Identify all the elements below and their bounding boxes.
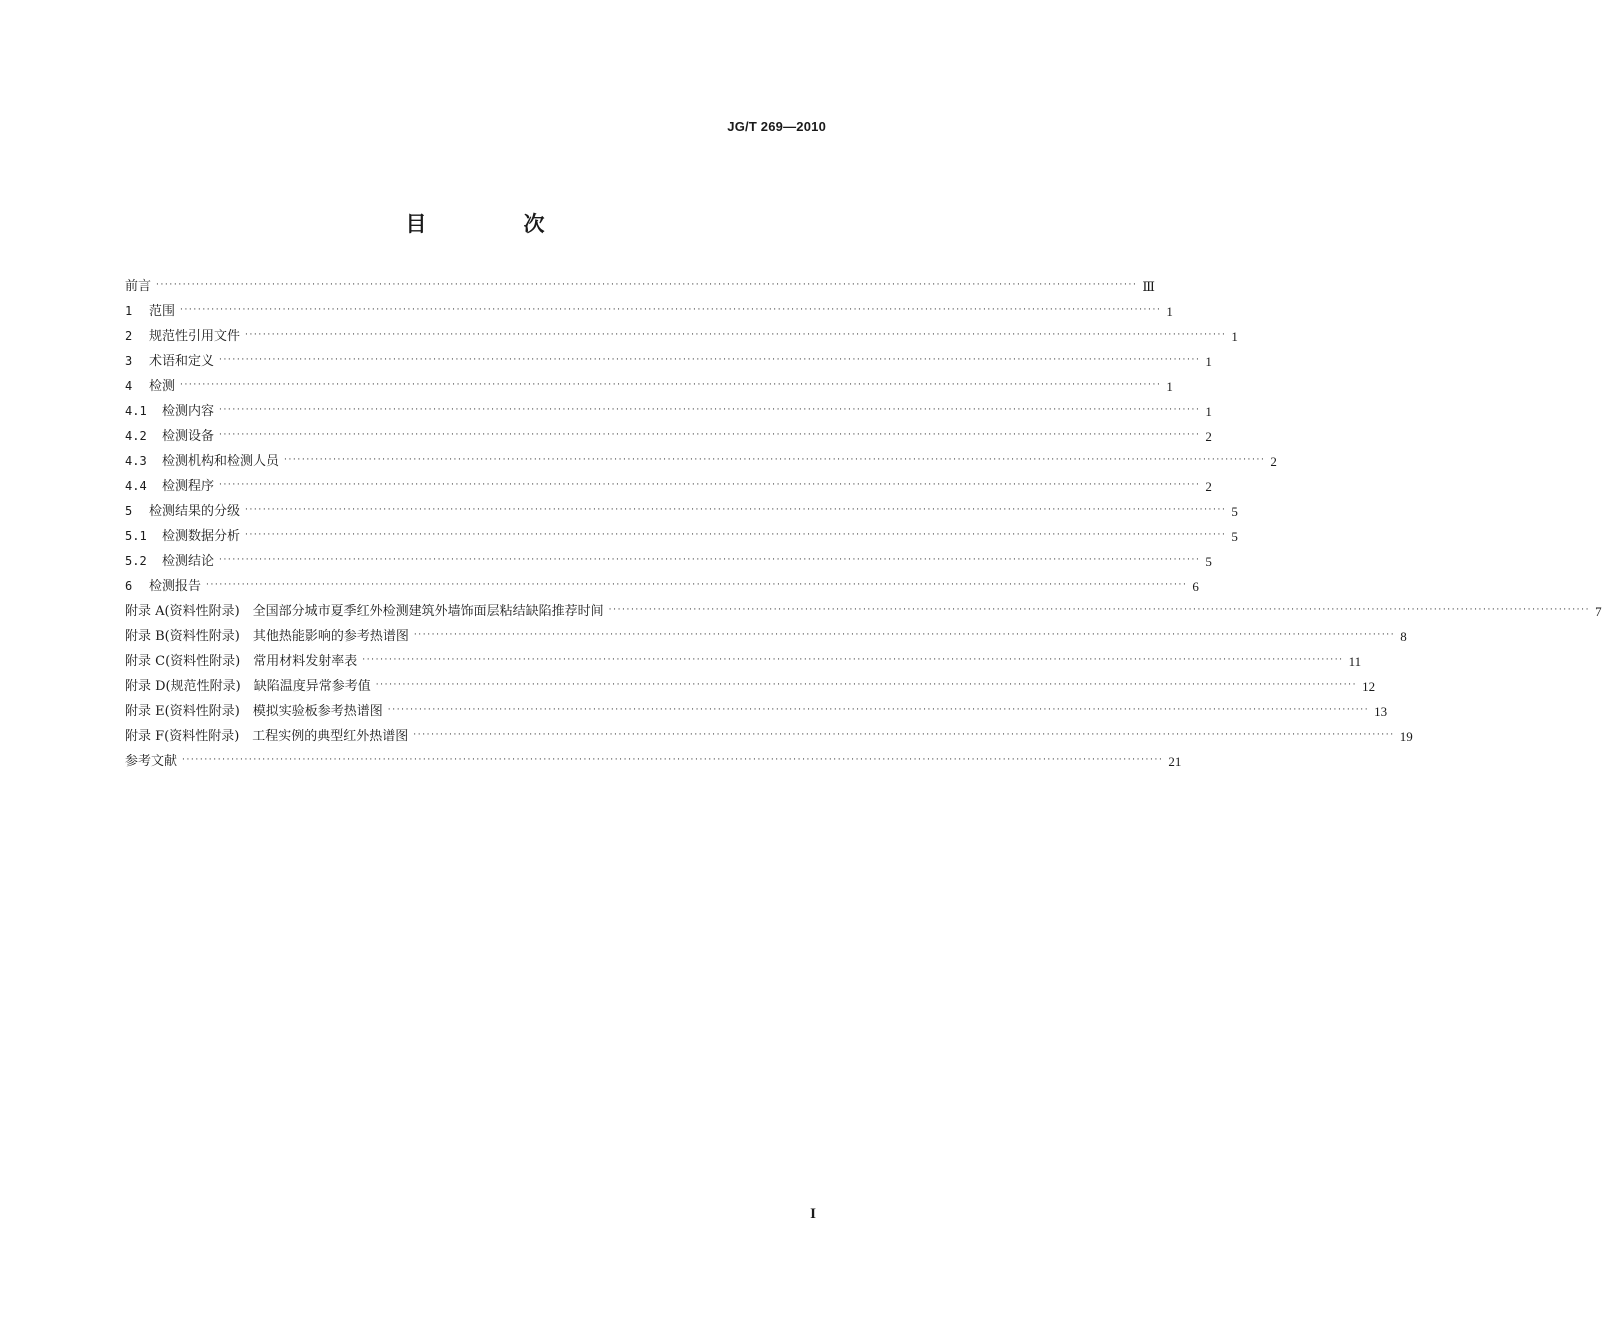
toc-item[interactable]: [125, 549, 1212, 574]
toc-item-label: [125, 299, 180, 324]
toc-item[interactable]: [125, 624, 1407, 649]
toc-dot-leader: ····························································································································································································································: [180, 380, 1162, 390]
toc-item-label: [125, 274, 156, 299]
toc-item-number: 4: [125, 379, 133, 393]
table-of-contents: [125, 274, 1602, 774]
toc-item[interactable]: [125, 449, 1277, 474]
toc-item[interactable]: [125, 724, 1413, 749]
toc-item-label: [125, 349, 219, 374]
toc-item[interactable]: [125, 674, 1376, 699]
toc-item-page: 2: [1205, 429, 1212, 444]
toc-item-label: [125, 724, 413, 749]
toc-item-text: 检测结论: [162, 554, 215, 569]
toc-item-label: [125, 649, 362, 674]
toc-item[interactable]: [125, 574, 1199, 599]
toc-item-page: 1: [1166, 304, 1173, 319]
toc-item-label: [125, 424, 219, 449]
toc-title: 目 次: [405, 212, 583, 236]
toc-dot-leader: ····························································································································································································································: [219, 355, 1201, 365]
toc-item-page: Ⅲ: [1142, 279, 1155, 294]
toc-dot-leader: ····························································································································································································································: [413, 730, 1395, 740]
toc-item-page: 2: [1270, 454, 1277, 469]
toc-item-text: 检测机构和检测人员: [162, 454, 280, 469]
toc-dot-leader: ····························································································································································································································: [219, 555, 1201, 565]
toc-item-page: 1: [1205, 354, 1212, 369]
toc-item[interactable]: [125, 374, 1173, 399]
toc-item-label: [125, 624, 414, 649]
toc-item-number: 4.4: [125, 479, 147, 493]
toc-dot-leader: ····························································································································································································································: [245, 530, 1227, 540]
toc-item-page: 5: [1231, 529, 1238, 544]
toc-item-number: 1: [125, 304, 133, 318]
page-number: I: [810, 1206, 816, 1222]
toc-item-text: 参考文献: [125, 754, 178, 769]
toc-item-page: 6: [1192, 579, 1199, 594]
toc-dot-leader: ····························································································································································································································: [413, 630, 1396, 640]
toc-item-text: 检测报告: [149, 579, 202, 594]
toc-item-text: 检测结果的分级: [149, 504, 241, 519]
toc-item-label: [125, 499, 245, 524]
toc-item-text: 检测程序: [162, 479, 215, 494]
toc-dot-leader: ····························································································································································································································: [608, 605, 1591, 615]
toc-item-number: 4.1: [125, 404, 147, 418]
toc-dot-leader: ····························································································································································································································: [206, 580, 1188, 590]
toc-item-page: 1: [1166, 379, 1173, 394]
toc-item[interactable]: [125, 349, 1212, 374]
toc-item-page: 5: [1231, 504, 1238, 519]
toc-item-text: 附录 F(资料性附录) 工程实例的典型红外热谱图: [125, 729, 409, 744]
toc-item-page: 13: [1374, 704, 1388, 719]
toc-item[interactable]: [125, 399, 1212, 424]
toc-item-number: 3: [125, 354, 133, 368]
toc-item-label: [125, 699, 388, 724]
toc-item-label: [125, 674, 376, 699]
toc-item-label: [125, 374, 180, 399]
toc-item-label: [125, 599, 609, 624]
toc-item-number: 5.2: [125, 554, 147, 568]
toc-item-label: [125, 324, 245, 349]
toc-item-text: 附录 D(规范性附录) 缺陷温度异常参考值: [125, 679, 371, 694]
toc-item-page: 19: [1399, 729, 1413, 744]
toc-item[interactable]: [125, 299, 1173, 324]
toc-dot-leader: ····························································································································································································································: [219, 405, 1201, 415]
toc-item-label: [125, 449, 284, 474]
toc-item-number: 2: [125, 329, 133, 343]
toc-item-text: 规范性引用文件: [149, 329, 241, 344]
toc-item-text: 附录 B(资料性附录) 其他热能影响的参考热谱图: [125, 629, 409, 644]
toc-dot-leader: ····························································································································································································································: [245, 505, 1227, 515]
toc-dot-leader: ····························································································································································································································: [219, 480, 1201, 490]
toc-item-label: [125, 574, 206, 599]
toc-item-label: [125, 524, 245, 549]
toc-dot-leader: ····························································································································································································································: [375, 680, 1358, 690]
toc-item[interactable]: [125, 649, 1362, 674]
toc-item[interactable]: [125, 424, 1212, 449]
toc-dot-leader: ····························································································································································································································: [180, 305, 1162, 315]
toc-dot-leader: ····························································································································································································································: [284, 455, 1266, 465]
toc-item-page: 8: [1400, 629, 1407, 644]
toc-item-page: 5: [1205, 554, 1212, 569]
toc-item-number: 5.1: [125, 529, 147, 543]
toc-item-text: 前言: [125, 279, 152, 294]
toc-item-label: [125, 749, 182, 774]
toc-dot-leader: ····························································································································································································································: [156, 280, 1138, 290]
toc-item-text: 检测数据分析: [162, 529, 241, 544]
toc-item[interactable]: [125, 474, 1212, 499]
toc-dot-leader: ····························································································································································································································: [219, 430, 1201, 440]
toc-item-label: [125, 399, 219, 424]
toc-item[interactable]: [125, 524, 1238, 549]
toc-item-text: 附录 C(资料性附录) 常用材料发射率表: [125, 654, 358, 669]
toc-dot-leader: ····························································································································································································································: [182, 755, 1164, 765]
toc-item[interactable]: [125, 324, 1238, 349]
toc-dot-leader: ····························································································································································································································: [245, 330, 1227, 340]
toc-item[interactable]: [125, 599, 1602, 624]
toc-item-number: 5: [125, 504, 133, 518]
toc-item-page: 7: [1595, 604, 1602, 619]
toc-item-text: 范围: [149, 304, 176, 319]
toc-item-label: [125, 549, 219, 574]
standard-code: JG/T 269—2010: [727, 119, 826, 134]
toc-item-text: 检测: [149, 379, 176, 394]
toc-item[interactable]: [125, 499, 1238, 524]
toc-item-page: 21: [1168, 754, 1182, 769]
toc-item-number: 4.2: [125, 429, 147, 443]
toc-item[interactable]: [125, 274, 1155, 299]
toc-item-text: 检测设备: [162, 429, 215, 444]
toc-item-page: 1: [1205, 404, 1212, 419]
toc-item[interactable]: [125, 749, 1182, 774]
toc-item-text: 检测内容: [162, 404, 215, 419]
toc-item-label: [125, 474, 219, 499]
toc-item[interactable]: [125, 699, 1388, 724]
toc-item-number: 6: [125, 579, 133, 593]
toc-item-text: 附录 A(资料性附录) 全国部分城市夏季红外检测建筑外墙饰面层粘结缺陷推荐时间: [125, 604, 604, 619]
toc-item-page: 11: [1348, 654, 1362, 669]
toc-item-page: 1: [1231, 329, 1238, 344]
toc-dot-leader: ····························································································································································································································: [387, 705, 1370, 715]
toc-item-page: 12: [1362, 679, 1376, 694]
toc-item-text: 术语和定义: [149, 354, 215, 369]
toc-dot-leader: ····························································································································································································································: [362, 655, 1344, 665]
toc-item-number: 4.3: [125, 454, 147, 468]
toc-item-page: 2: [1205, 479, 1212, 494]
toc-item-text: 附录 E(资料性附录) 模拟实验板参考热谱图: [125, 704, 383, 719]
